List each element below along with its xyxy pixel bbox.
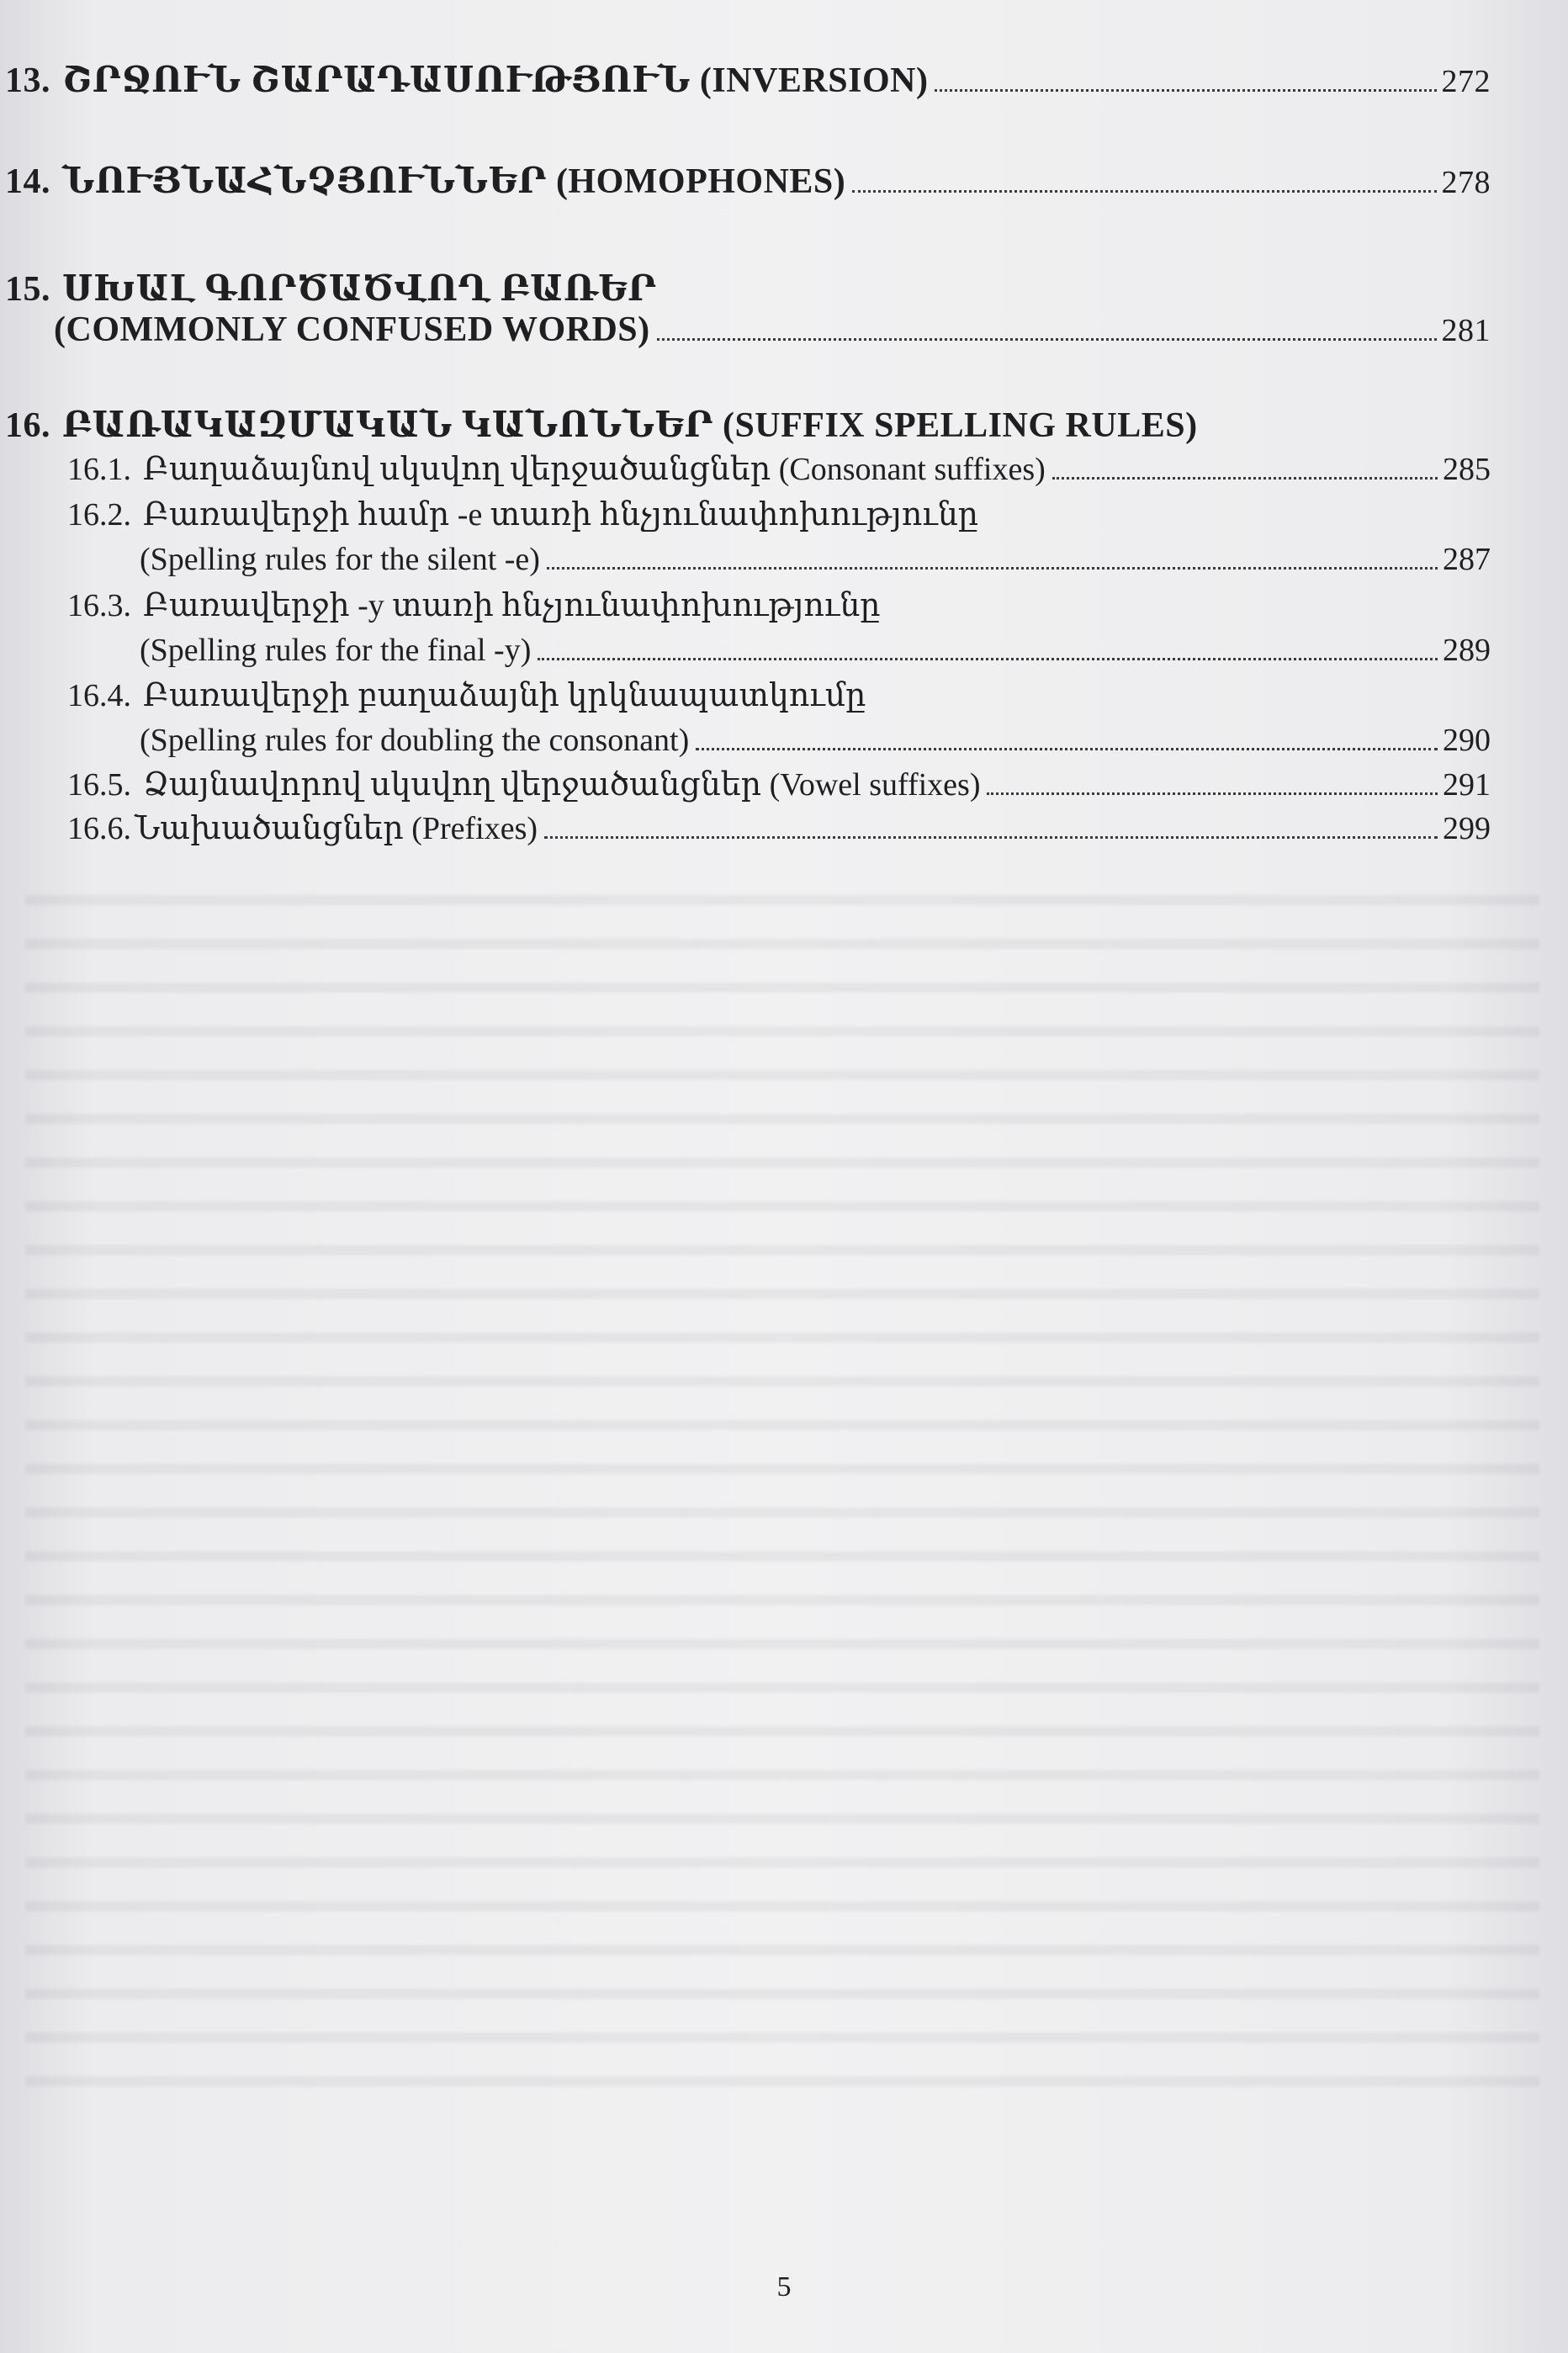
toc-subentry-title-line2: (Spelling rules for the final -y): [140, 633, 532, 668]
toc-leader-dots: [657, 337, 1437, 341]
toc-subentry-title: Նախածանցներ (Prefixes): [135, 811, 538, 846]
toc-subentry-number: 16.3.: [67, 588, 131, 623]
toc-page-number: 272: [1441, 64, 1491, 99]
toc-page-number: 299: [1443, 811, 1491, 846]
toc-subentry-16-2-continuation[interactable]: [140, 541, 1491, 578]
toc-entry-title: ԲԱՌԱԿԱԶՄԱԿԱՆ ԿԱՆՈՆՆԵՐ (SUFFIX SPELLING RULES): [62, 406, 1198, 445]
toc-page-number: 291: [1443, 767, 1491, 803]
toc-leader-dots: [696, 747, 1438, 750]
toc-subentry-16-3[interactable]: [67, 586, 1491, 624]
toc-entry-title-line1: ՍԽԱԼ ԳՈՐԾԱԾՎՈՂ ԲԱՌԵՐ: [62, 270, 657, 309]
toc-entry-title: ՆՈՒՅՆԱՀՆՉՅՈՒՆՆԵՐ (HOMOPHONES): [62, 162, 846, 201]
toc-leader-dots: [935, 88, 1436, 92]
toc-subentry-16-1[interactable]: [67, 450, 1491, 488]
toc-page-number: 281: [1441, 313, 1491, 348]
toc-entry-14[interactable]: [5, 160, 1491, 202]
toc-entry-15-continuation[interactable]: [54, 310, 1491, 350]
toc-page-number: 289: [1443, 633, 1491, 668]
toc-subentry-title-line1: Բառավերջի համր -e տառի հնչյունափոխությունը: [143, 497, 979, 533]
toc-subentry-title: Բաղաձայնով սկսվող վերջածանցներ (Consonant suffixes): [143, 452, 1046, 487]
toc-leader-dots: [547, 566, 1438, 570]
toc-subentry-16-2[interactable]: [67, 496, 1491, 533]
toc-leader-dots: [852, 189, 1436, 193]
toc-subentry-title: Ձայնավորով սկսվող վերջածանցներ (Vowel suffixes): [143, 767, 981, 803]
toc-subentry-16-4-continuation[interactable]: [140, 722, 1491, 759]
toc-entry-number: 14.: [5, 162, 50, 201]
toc-entry-16[interactable]: [5, 404, 1491, 446]
toc-entry-15[interactable]: [5, 268, 1491, 310]
toc-entry-13[interactable]: [5, 59, 1491, 101]
toc-subentry-title-line2: (Spelling rules for doubling the consonant): [140, 723, 690, 758]
toc-subentry-16-5[interactable]: [67, 766, 1491, 803]
toc-entry-number: 15.: [5, 270, 50, 309]
toc-page-number: 290: [1443, 723, 1491, 758]
toc-leader-dots: [544, 835, 1438, 839]
toc-subentry-number: 16.4.: [67, 678, 131, 713]
toc-subentry-number: 16.1.: [67, 452, 131, 487]
toc-page-number: 285: [1443, 452, 1491, 487]
toc-page-number: 278: [1441, 165, 1491, 200]
toc-subentry-number: 16.6.: [67, 811, 131, 846]
toc-leader-dots: [1052, 476, 1438, 480]
toc-leader-dots: [987, 792, 1438, 795]
reverse-side-bleed-through: [25, 866, 1539, 2086]
toc-entry-number: 16.: [5, 406, 50, 445]
toc-subentry-16-3-continuation[interactable]: [140, 632, 1491, 669]
page-number-footer: 5: [776, 2271, 792, 2303]
toc-subentry-16-4[interactable]: [67, 676, 1491, 714]
toc-entry-title: ՇՐՋՈՒՆ ՇԱՐԱԴԱՍՈՒԹՅՈՒՆ (INVERSION): [62, 61, 929, 100]
toc-entry-number: 13.: [5, 61, 50, 100]
toc-subentry-16-6[interactable]: [67, 809, 1491, 847]
toc-leader-dots: [538, 657, 1438, 660]
toc-subentry-number: 16.2.: [67, 497, 131, 533]
toc-subentry-title-line2: (Spelling rules for the silent -e): [140, 542, 540, 577]
toc-subentry-title-line1: Բառավերջի բաղաձայնի կրկնապատկումը: [143, 678, 866, 713]
toc-entry-title-line2: (COMMONLY CONFUSED WORDS): [54, 310, 650, 349]
toc-subentry-title-line1: Բառավերջի -y տառի հնչյունափոխությունը: [143, 588, 881, 623]
toc-page-number: 287: [1443, 542, 1491, 577]
toc-subentry-number: 16.5.: [67, 767, 131, 803]
